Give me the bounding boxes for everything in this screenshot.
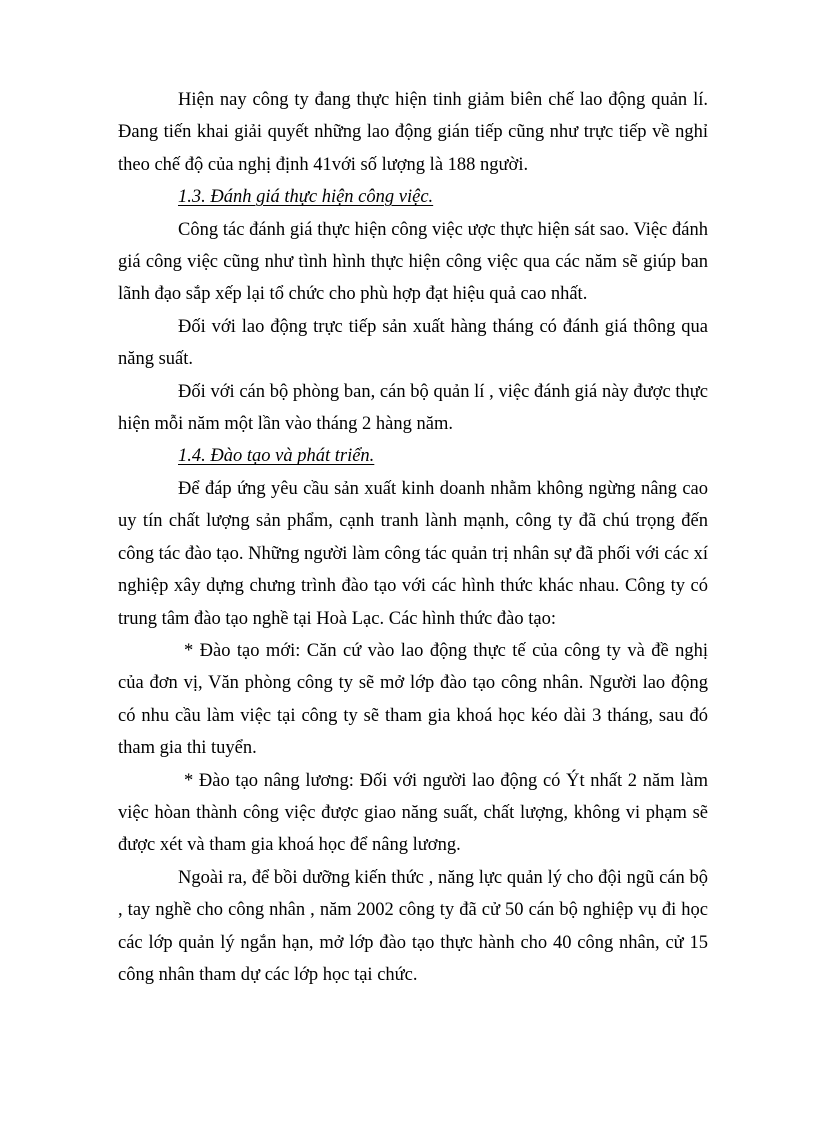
paragraph-staff-reduction: Hiện nay công ty đang thực hiện tinh giảm biên chế lao động quản lí. Đang tiến khai giải quyết những lao động gián tiếp cũng như trực tiếp về nghỉ theo chế độ của nghị định 41với số lượng là 188 người. [118,90,708,175]
document-page [118,84,708,991]
paragraph-new-training: * Đào tạo mới: Căn cứ vào lao động thực tế của công ty và đề nghị của đơn vị, Văn phòng công ty sẽ mở lớp đào tạo công nhân. Người lao động có nhu cầu làm việc tại công ty sẽ tham gia khoá học kéo dài 3 tháng, sau đó tham gia thi tuyển. [118,640,708,759]
paragraph-evaluation: Công tác đánh giá thực hiện công việc ược thực hiện sát sao. Việc đánh giá công việc cũng như tình hình thực hiện công việc qua các năm sẽ giúp ban lãnh đạo sắp xếp lại tổ chức cho phù hợp đạt hiệu quả cao nhất. [118,219,708,305]
paragraph-direct-labor: Đối với lao động trực tiếp sản xuất hàng tháng có đánh giá thông qua năng suất. [118,316,708,370]
paragraph-management-staff: Đối với cán bộ phòng ban, cán bộ quản lí , việc đánh giá này được thực hiện mỗi năm một lần vào tháng 2 hàng năm. [118,381,708,435]
paragraph-additional-training: Ngoài ra, để bồi dưỡng kiến thức , năng lực quản lý cho đội ngũ cán bộ , tay nghề cho công nhân , năm 2002 công ty đã cử 50 cán bộ nghiệp vụ đi học các lớp quản lý ngắn hạn, mở lớp đào tạo thực hành cho 40 công nhân, cử 15 công nhân tham dự các lớp học tại chức. [118,867,708,985]
section-heading-1-4: 1.4. Đào tạo và phát triển. [178,446,375,467]
section-heading-1-3: 1.3. Đánh giá thực hiện công việc. [178,187,434,208]
paragraph-training-intro: Để đáp ứng yêu cầu sản xuất kinh doanh nhằm không ngừng nâng cao uy tín chất lượng sản phẩm, cạnh tranh lành mạnh, công ty đã chú trọng đến công tác đào tạo. Những người làm công tác quản trị nhân sự đã phối với các xí nghiệp xây dựng chưng trình đào tạo với các hình thức khác nhau. Công ty có trung tâm đào tạo nghề tại Hoà Lạc. Các hình thức đào tạo: [118,478,708,629]
paragraph-wage-raise-training: * Đào tạo nâng lương: Đối với người lao động có Ýt nhất 2 năm làm việc hòan thành công việc được giao năng suất, chất lượng, không vi phạm sẽ được xét và tham gia khoá học để nâng lương. [118,770,708,856]
